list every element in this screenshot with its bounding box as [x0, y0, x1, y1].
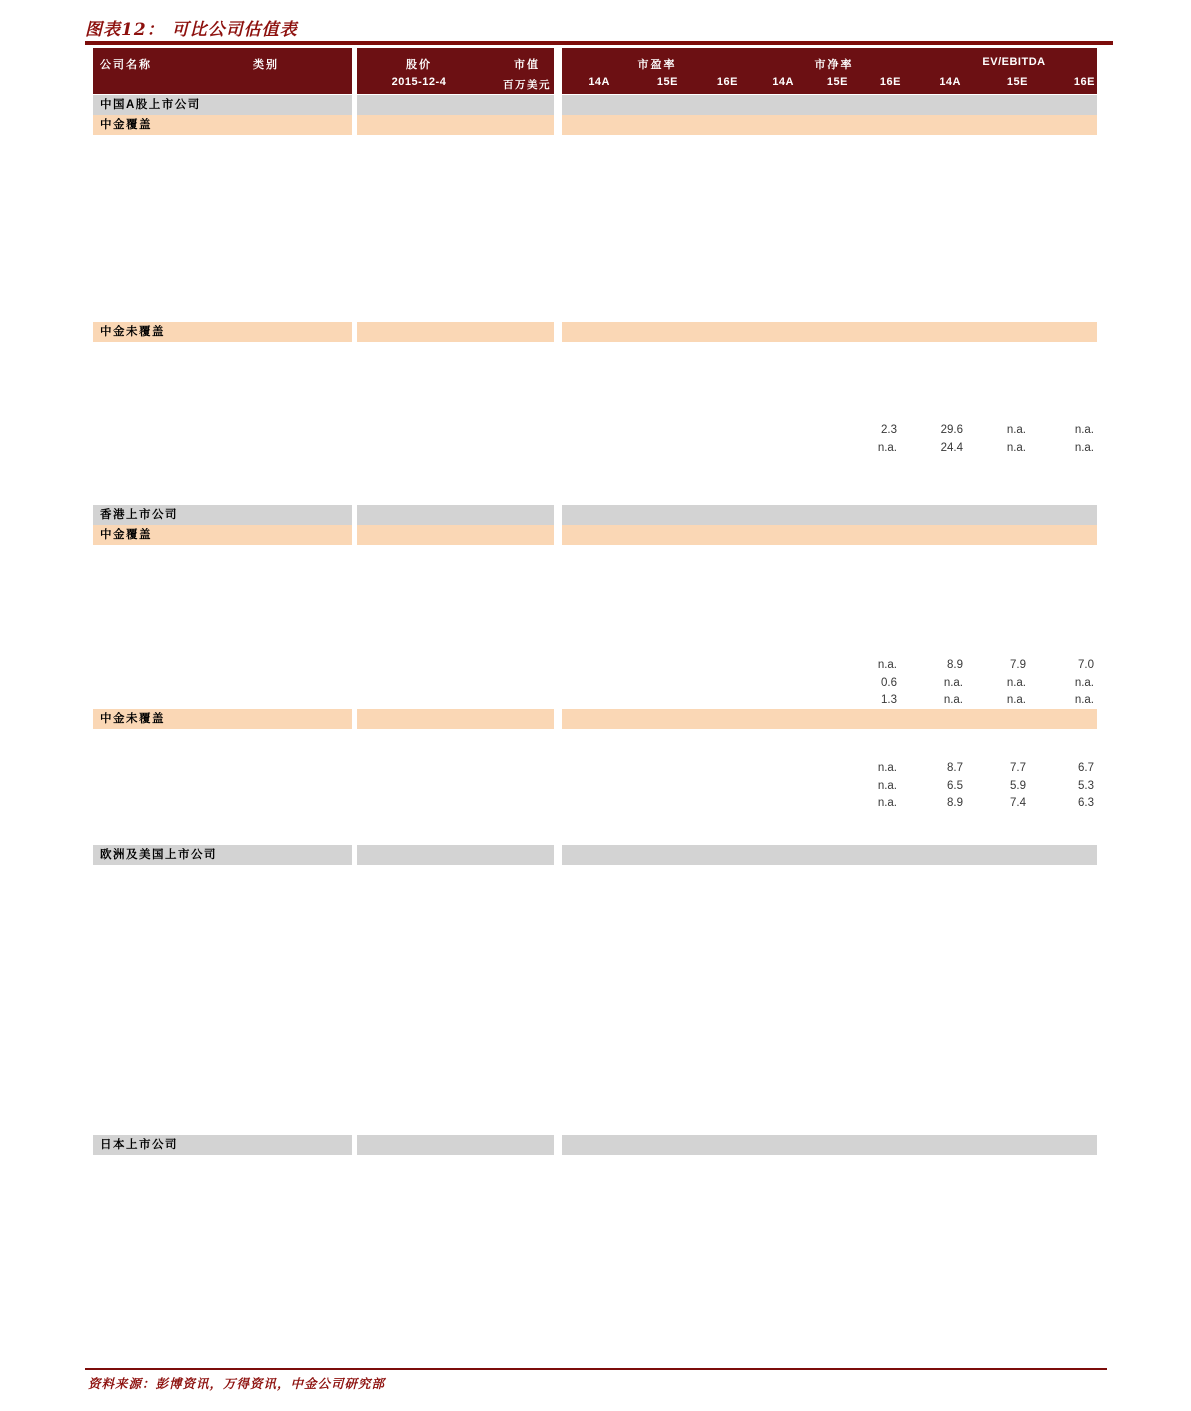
header-year-col: 15E: [1006, 76, 1028, 88]
column-gap: [352, 95, 357, 115]
section-band: [93, 525, 1097, 545]
header-year-col: 14A: [588, 76, 610, 88]
valuation-cell: 0.6: [881, 677, 897, 689]
valuation-cell: n.a.: [943, 677, 963, 689]
source-note: 资料来源：彭博资讯，万得资讯，中金公司研究部: [88, 1376, 386, 1391]
header-company-label: 公司名称: [100, 59, 152, 71]
valuation-cell: n.a.: [877, 762, 897, 774]
column-gap: [554, 95, 562, 115]
section-band: [93, 709, 1097, 729]
header-marketcap-unit: 百万美元: [503, 79, 551, 91]
valuation-cell: 8.9: [947, 659, 963, 671]
column-gap: [352, 845, 357, 865]
section-band: [93, 505, 1097, 525]
section-label: 中金未覆盖: [100, 713, 165, 725]
valuation-cell: n.a.: [877, 442, 897, 454]
header-year-col: 16E: [716, 76, 738, 88]
column-gap: [554, 505, 562, 525]
column-gap: [352, 505, 357, 525]
valuation-cell: 7.0: [1078, 659, 1094, 671]
section-band: [93, 1135, 1097, 1155]
column-gap: [554, 1135, 562, 1155]
section-band: [93, 115, 1097, 135]
header-ev-ebitda-group-label: EV/EBITDA: [982, 56, 1046, 68]
valuation-cell: 24.4: [940, 442, 963, 454]
section-label: 中国A股上市公司: [100, 99, 201, 111]
footer-rule: [85, 1368, 1107, 1370]
valuation-cell: n.a.: [877, 659, 897, 671]
header-year-col: 16E: [879, 76, 901, 88]
valuation-cell: 2.3: [881, 424, 897, 436]
column-gap: [352, 1135, 357, 1155]
header-year-col: 14A: [772, 76, 794, 88]
valuation-cell: n.a.: [1006, 424, 1026, 436]
column-gap: [554, 709, 562, 729]
valuation-row: [0, 694, 1191, 711]
header-marketcap-label: 市值: [514, 59, 540, 71]
section-label: 中金覆盖: [100, 118, 152, 131]
section-band: [93, 845, 1097, 865]
title-rule: [85, 41, 1113, 45]
valuation-cell: 7.9: [1010, 659, 1026, 671]
valuation-row: [0, 780, 1191, 797]
header-price-label: 股价: [406, 59, 432, 71]
valuation-cell: n.a.: [1074, 694, 1094, 706]
column-gap: [352, 525, 357, 545]
column-gap: [352, 115, 357, 135]
column-gap: [554, 845, 562, 865]
header-category-label: 类别: [253, 59, 279, 71]
header-year-col: 15E: [826, 76, 848, 88]
header-pb-group-label: 市净率: [814, 59, 854, 71]
valuation-cell: n.a.: [1074, 677, 1094, 689]
valuation-cell: n.a.: [877, 780, 897, 792]
valuation-cell: n.a.: [1006, 442, 1026, 454]
valuation-cell: n.a.: [1006, 694, 1026, 706]
column-gap: [554, 322, 562, 342]
valuation-cell: 29.6: [940, 424, 963, 436]
valuation-cell: n.a.: [877, 797, 897, 809]
table-header-block-price: [357, 48, 554, 94]
valuation-row: [0, 659, 1191, 676]
valuation-cell: 6.3: [1078, 797, 1094, 809]
section-band: [93, 95, 1097, 115]
valuation-cell: n.a.: [1074, 424, 1094, 436]
valuation-cell: 5.3: [1078, 780, 1094, 792]
valuation-row: [0, 677, 1191, 694]
section-label: 日本上市公司: [100, 1139, 178, 1151]
valuation-cell: n.a.: [1006, 677, 1026, 689]
valuation-row: [0, 762, 1191, 779]
valuation-row: [0, 797, 1191, 814]
valuation-cell: n.a.: [1074, 442, 1094, 454]
table-header-block-company: [93, 48, 352, 94]
header-year-col: 14A: [939, 76, 961, 88]
header-year-col: 15E: [656, 76, 678, 88]
section-label: 中金覆盖: [100, 528, 152, 541]
section-label: 欧洲及美国上市公司: [100, 849, 217, 861]
section-band: [93, 322, 1097, 342]
column-gap: [352, 709, 357, 729]
valuation-cell: 8.9: [947, 797, 963, 809]
valuation-row: [0, 424, 1191, 441]
valuation-cell: 1.3: [881, 694, 897, 706]
column-gap: [352, 322, 357, 342]
column-gap: [554, 115, 562, 135]
section-label: 香港上市公司: [100, 509, 178, 521]
header-pe-group-label: 市盈率: [637, 59, 677, 71]
header-year-col: 16E: [1073, 76, 1095, 88]
figure-title: 图表12： 可比公司估值表: [85, 20, 298, 40]
table-header-block-multiples: [562, 48, 1097, 94]
valuation-cell: 7.4: [1010, 797, 1026, 809]
section-label: 中金未覆盖: [100, 326, 165, 338]
valuation-row: [0, 442, 1191, 459]
valuation-cell: 6.7: [1078, 762, 1094, 774]
valuation-cell: 7.7: [1010, 762, 1026, 774]
valuation-cell: 5.9: [1010, 780, 1026, 792]
valuation-cell: n.a.: [943, 694, 963, 706]
header-price-date: 2015-12-4: [391, 76, 447, 88]
column-gap: [554, 525, 562, 545]
valuation-cell: 8.7: [947, 762, 963, 774]
valuation-cell: 6.5: [947, 780, 963, 792]
